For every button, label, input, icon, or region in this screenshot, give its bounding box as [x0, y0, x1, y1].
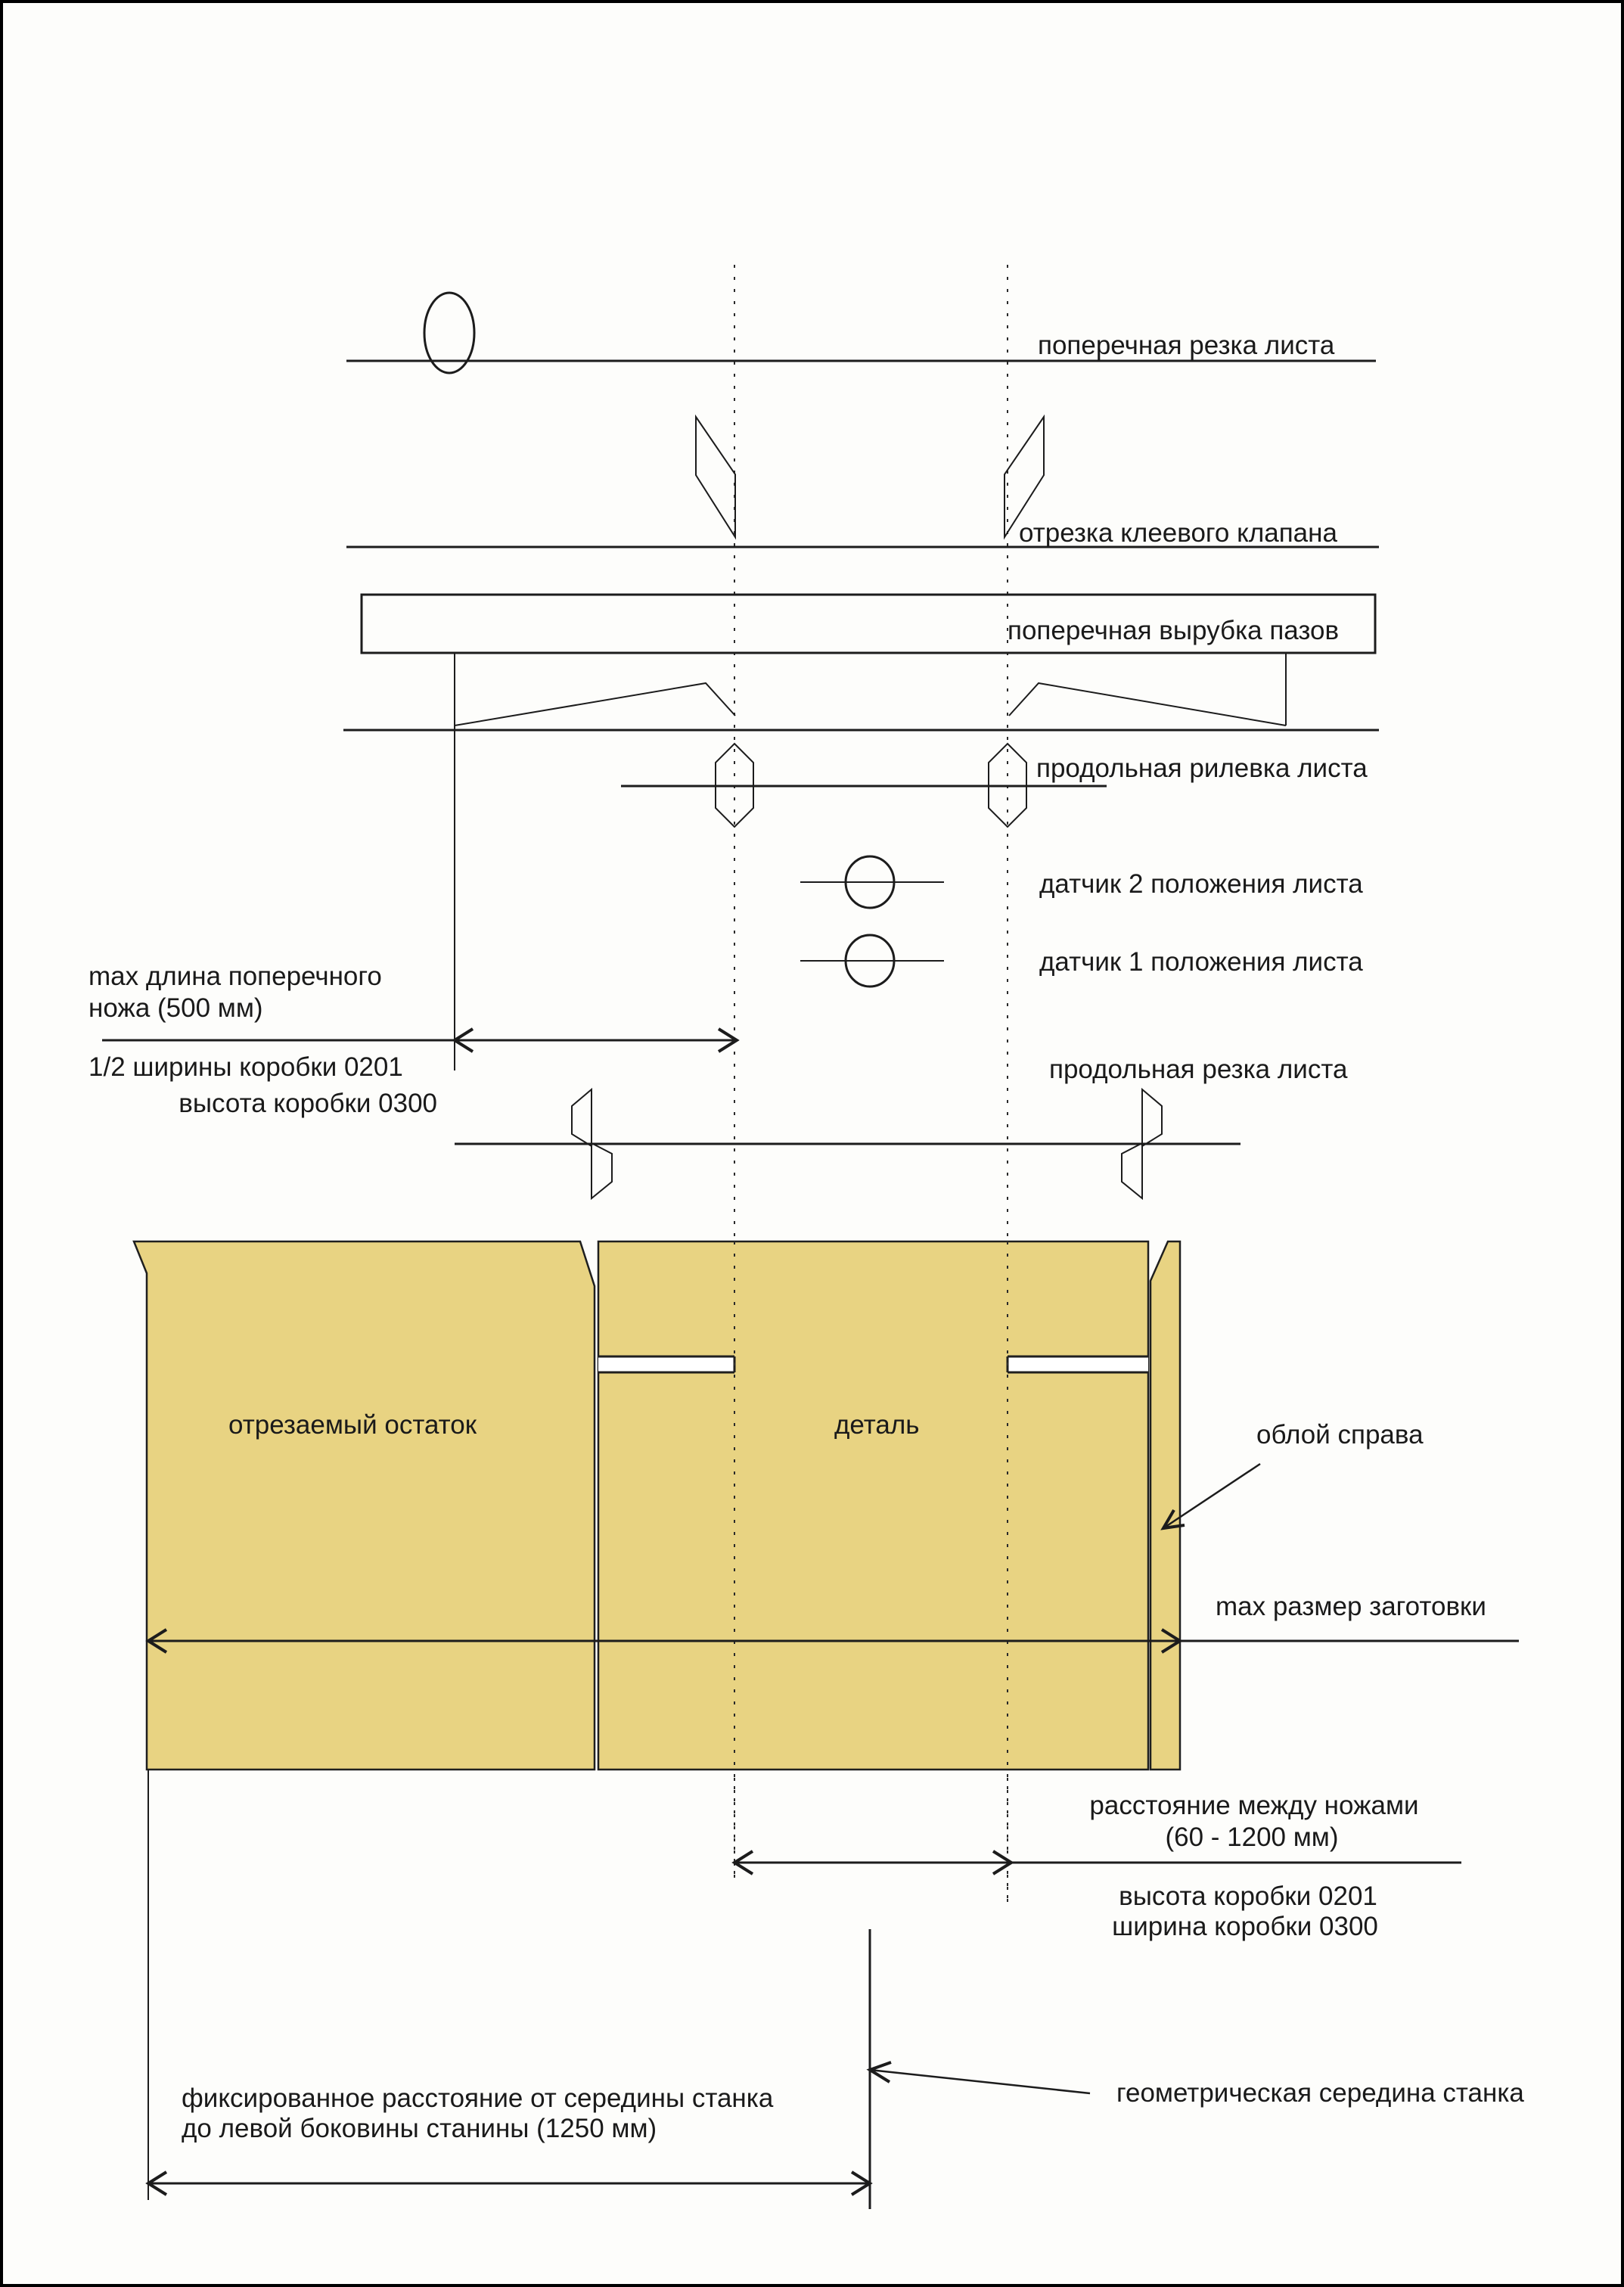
slot-punch-label: поперечная вырубка пазов — [1008, 616, 1340, 645]
slot-right — [1008, 1356, 1148, 1372]
max-blank-label: max размер заготовки — [1216, 1592, 1486, 1621]
max-knife-note-line2: ножа (500 мм) — [88, 993, 263, 1023]
knife-distance-dimension — [734, 1791, 1461, 1941]
long-cut-label: продольная резка листа — [1049, 1055, 1348, 1084]
knife-distance-line2: (60 - 1200 мм) — [1165, 1822, 1339, 1852]
half-box-width-line2: высота коробки 0300 — [179, 1089, 437, 1118]
station-glue-flap — [346, 417, 1379, 548]
machine-center-label: геометрическая середина станка — [1116, 2078, 1524, 2108]
sheet-remainder-piece — [134, 1241, 595, 1770]
sheet-flash-sliver — [1150, 1241, 1180, 1770]
part-label: деталь — [834, 1410, 920, 1440]
slot-punch-blade-right-icon — [1009, 683, 1286, 726]
station-cross-cut — [346, 293, 1376, 373]
slot-left — [598, 1356, 734, 1372]
sensor1-label: датчик 1 положения листа — [1039, 947, 1363, 977]
glue-flap-knife-left-icon — [696, 417, 735, 537]
remainder-label: отрезаемый остаток — [228, 1410, 477, 1440]
machine-center-leader-line — [870, 2070, 1090, 2093]
knife-distance-line1: расстояние между ножами — [1089, 1791, 1419, 1820]
half-box-width-line1: 1/2 ширины коробки 0201 — [88, 1052, 403, 1082]
box-height-label: высота коробки 0201 — [1119, 1881, 1377, 1911]
fixed-distance-line1: фиксированное расстояние от середины станка — [182, 2083, 774, 2113]
long-cut-knife-right-lower-icon — [1122, 1143, 1142, 1198]
max-knife-note — [88, 962, 737, 1118]
slot-punch-blade-left-icon — [455, 683, 735, 726]
long-cut-knife-right-upper-icon — [1142, 1089, 1162, 1146]
fixed-distance-line2: до левой боковины станины (1250 мм) — [182, 2114, 657, 2143]
max-knife-note-line1: max длина поперечного — [88, 962, 382, 991]
long-cut-knife-left-lower-icon — [592, 1143, 612, 1198]
long-cut-knife-left-upper-icon — [572, 1089, 592, 1146]
cardboard-sheet — [134, 1241, 1180, 1770]
sensors — [800, 856, 1363, 987]
sheet-part-piece — [598, 1241, 1148, 1770]
station-slot-punch — [343, 595, 1379, 1070]
glue-flap-label: отрезка клеевого клапана — [1019, 518, 1337, 548]
sensor2-label: датчик 2 положения листа — [1039, 869, 1363, 899]
flash-right-label: облой справа — [1256, 1420, 1424, 1450]
cross-cut-label: поперечная резка листа — [1038, 331, 1335, 360]
station-crease — [621, 744, 1368, 827]
station-long-cut — [455, 1055, 1348, 1198]
box-width-label: ширина коробки 0300 — [1112, 1912, 1378, 1941]
crease-label: продольная рилевка листа — [1036, 754, 1368, 783]
